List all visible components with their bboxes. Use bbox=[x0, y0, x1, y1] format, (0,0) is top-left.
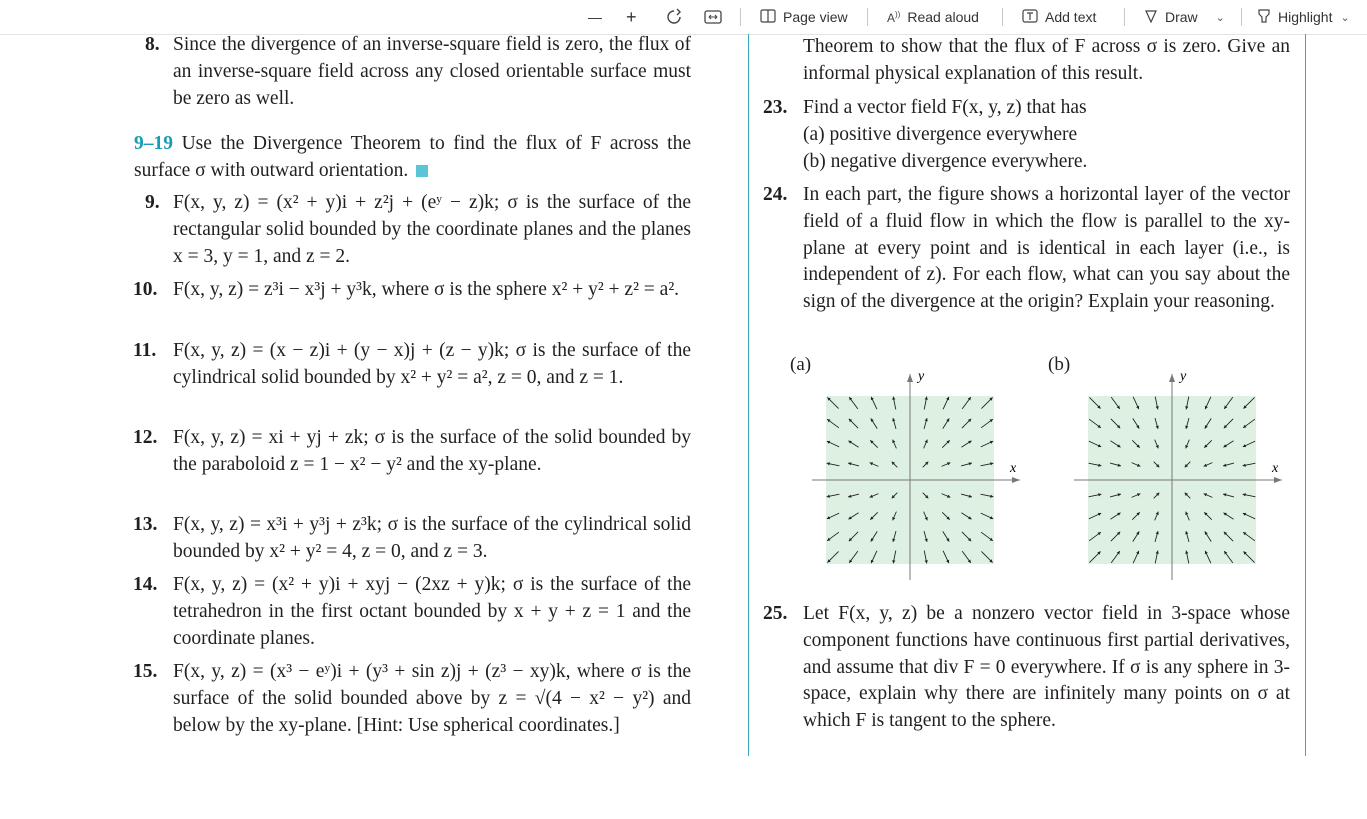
figure-b-label: (b) bbox=[1048, 354, 1071, 375]
vector-field-figure-a bbox=[800, 362, 1040, 584]
add-text-button[interactable]: Add text bbox=[1022, 6, 1096, 28]
exercise-number: 12. bbox=[133, 427, 158, 448]
zoom-out-button[interactable]: — bbox=[588, 9, 602, 25]
read-aloud-icon: A)) bbox=[887, 9, 901, 25]
rotate-icon[interactable] bbox=[665, 6, 683, 28]
chevron-down-icon[interactable]: ⌄ bbox=[1340, 11, 1350, 24]
draw-icon bbox=[1144, 9, 1158, 26]
exercise-number: 14. bbox=[133, 574, 158, 595]
highlight-button[interactable]: Highlight ⌄ bbox=[1257, 6, 1350, 28]
exercise-24 bbox=[763, 182, 1290, 316]
exercise-11 bbox=[133, 338, 691, 392]
y-axis-label: y bbox=[1180, 369, 1187, 384]
x-axis-label: x bbox=[1272, 461, 1279, 476]
x-axis-arrowhead bbox=[1012, 477, 1020, 483]
exercise-range: 9–19 bbox=[134, 133, 173, 154]
chevron-down-icon[interactable]: ⌄ bbox=[1215, 11, 1225, 24]
exercise-text: Find a vector field F(x, y, z) that has bbox=[803, 97, 1087, 118]
section-header bbox=[134, 131, 691, 185]
y-axis-arrowhead bbox=[907, 374, 913, 382]
header-text: Use the Divergence Theorem to find the flux of F across the surface σ with outward orientation. bbox=[134, 133, 691, 181]
x-axis-label: x bbox=[1010, 461, 1017, 476]
toolbar-divider bbox=[867, 8, 868, 26]
exercise-13 bbox=[133, 512, 691, 566]
toolbar-divider bbox=[1241, 8, 1242, 26]
exercise-text: Let F(x, y, z) be a nonzero vector field in 3-space whose component functions have continuous first partial derivatives, and assume that div F = 0 everywhere. If σ is any sphere in 3-space, explain why there are infinitely many points on σ at which F is tangent to the sphere. bbox=[803, 603, 1290, 732]
exercise-15 bbox=[133, 659, 691, 739]
exercise-number: 23. bbox=[763, 97, 788, 118]
y-axis-arrowhead bbox=[1169, 374, 1175, 382]
exercise-22-continued bbox=[803, 34, 1290, 88]
exercise-text: In each part, the figure shows a horizontal layer of the vector field of a fluid flow in which the flow is parallel to the xy-plane at every point and is identical in each layer (i.e., is independent of z). For each flow, what can you say about the sign of the divergence at the origin? Explain your reasoning. bbox=[803, 184, 1290, 313]
toolbar-divider bbox=[740, 8, 741, 26]
figure-a-label: (a) bbox=[790, 354, 812, 375]
page-view-button[interactable]: Page view bbox=[760, 6, 848, 28]
exercise-text: Theorem to show that the flux of F across σ is zero. Give an informal physical explanation of this result. bbox=[803, 36, 1290, 84]
toolbar-divider bbox=[1002, 8, 1003, 26]
pdf-toolbar bbox=[0, 0, 1367, 35]
exercise-number: 25. bbox=[763, 603, 788, 624]
toolbar-divider bbox=[1124, 8, 1125, 26]
y-axis-label: y bbox=[918, 369, 925, 384]
exercise-number: 10. bbox=[133, 279, 158, 300]
exercise-number: 8. bbox=[145, 34, 160, 55]
zoom-in-button[interactable]: + bbox=[626, 6, 637, 27]
column-rule-left bbox=[748, 34, 749, 756]
highlighter-icon bbox=[1257, 9, 1271, 26]
text-box-icon bbox=[1022, 9, 1038, 26]
exercise-number: 9. bbox=[145, 192, 160, 213]
exercise-14 bbox=[133, 572, 691, 652]
exercise-part-b: (b) negative divergence everywhere. bbox=[803, 150, 1088, 172]
exercise-8 bbox=[145, 32, 691, 112]
fit-page-icon[interactable] bbox=[704, 6, 722, 28]
exercise-number: 24. bbox=[763, 184, 788, 205]
exercise-text: Since the divergence of an inverse-square field is zero, the flux of an inverse-square field across any closed orientable surface must be zero as well. bbox=[173, 34, 691, 109]
exercise-text: F(x, y, z) = (x − z)i + (y − x)j + (z − y)k; σ is the surface of the cylindrical solid bounded by x² + y² = a², z = 0, and z = 1. bbox=[173, 340, 691, 388]
exercise-text: F(x, y, z) = xi + yj + zk; σ is the surface of the solid bounded by the paraboloid z = 1 − x² − y² and the xy-plane. bbox=[173, 427, 691, 475]
exercise-text: F(x, y, z) = z³i − x³j + y³k, where σ is the sphere x² + y² + z² = a². bbox=[173, 279, 680, 300]
read-aloud-button[interactable]: A)) Read aloud bbox=[887, 9, 979, 25]
vector-field-figure-b bbox=[1062, 362, 1302, 584]
exercise-10 bbox=[133, 277, 691, 304]
exercise-text: F(x, y, z) = (x² + y)i + z²j + (eʸ − z)k; σ is the surface of the rectangular solid bounded by the coordinate planes and the planes x = 3, y = 1, and z = 2. bbox=[173, 192, 691, 267]
exercise-number: 15. bbox=[133, 661, 158, 682]
book-icon bbox=[760, 9, 776, 26]
exercise-text: F(x, y, z) = (x² + y)i + xyj − (2xz + y)k; σ is the surface of the tetrahedron in the first octant bounded by x + y + z = 1 and the coordinate planes. bbox=[173, 574, 691, 649]
end-square-icon bbox=[416, 165, 428, 177]
exercise-text: F(x, y, z) = x³i + y³j + z³k; σ is the surface of the cylindrical solid bounded by x² + y² = 4, z = 0, and z = 3. bbox=[173, 514, 691, 562]
exercise-part-a: (a) positive divergence everywhere bbox=[803, 123, 1078, 145]
x-axis-arrowhead bbox=[1274, 477, 1282, 483]
exercise-number: 13. bbox=[133, 514, 158, 535]
exercise-9 bbox=[145, 190, 691, 270]
exercise-text: F(x, y, z) = (x³ − eʸ)i + (y³ + sin z)j + (z³ − xy)k, where σ is the surface of the solid bounded above by z = √(4 − x² − y²) and below by the xy-plane. [Hint: Use spherical coordinates.] bbox=[173, 661, 691, 736]
exercise-25 bbox=[763, 601, 1290, 735]
column-rule-right bbox=[1305, 34, 1306, 756]
exercise-12 bbox=[133, 425, 691, 479]
draw-button[interactable]: Draw ⌄ bbox=[1144, 6, 1225, 28]
exercise-number: 11. bbox=[133, 340, 157, 361]
exercise-23 bbox=[763, 95, 1290, 175]
